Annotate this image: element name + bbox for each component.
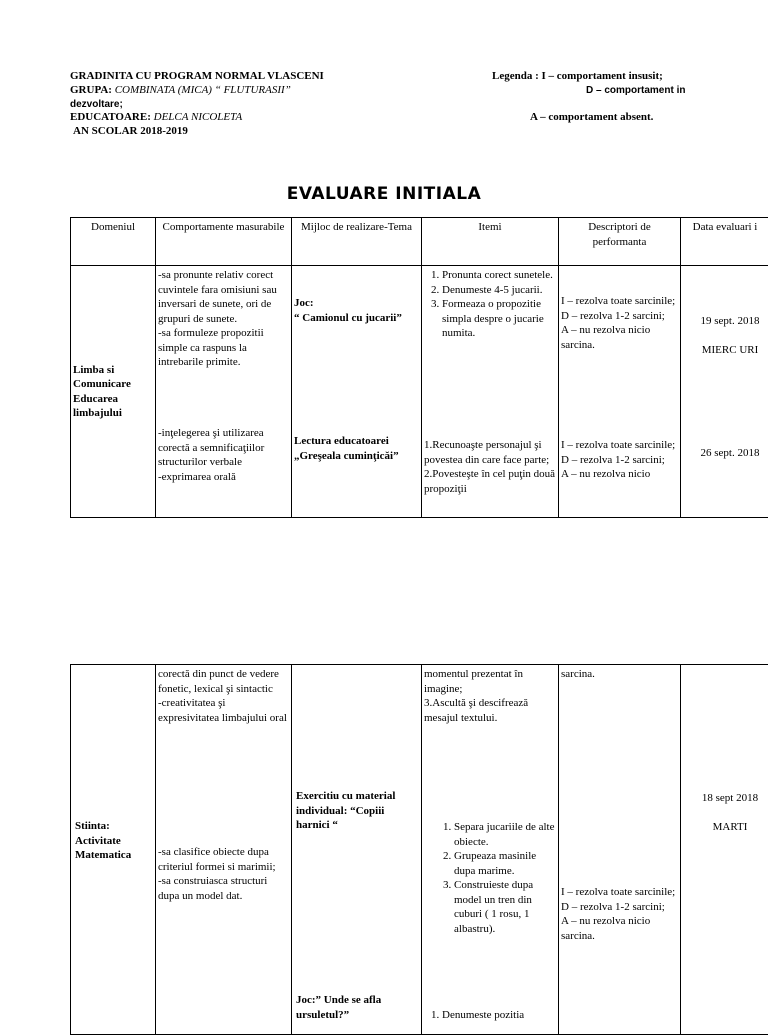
table-row xyxy=(71,266,768,518)
day-text-math: MARTI xyxy=(697,820,763,835)
means-label: Joc: xyxy=(294,296,419,311)
header-date: Data evaluari i xyxy=(681,218,768,266)
means-text-math: Exercitiu cu material individual: “Copiii harnici “ xyxy=(292,665,421,993)
legend-title: Legenda : I – comportament insusit; xyxy=(492,70,663,83)
list-item: 1. Separa jucariile de alte obiecte. xyxy=(454,820,556,849)
items-text-2: 1.Recunoaşte personajul şi povestea din care face parte; 2.Povesteşte în cel puţin două propoziţii xyxy=(422,420,558,496)
date-text: 19 sept. 2018 xyxy=(697,314,763,329)
items-cell-2 xyxy=(422,665,559,1035)
legend-a: A – comportament absent. xyxy=(530,111,653,124)
date-block-2 xyxy=(681,665,768,834)
items-cell xyxy=(422,266,559,518)
domain-cell: Limba si Comunicare Educarea limbajului xyxy=(71,266,156,518)
behaviors-cell xyxy=(156,266,292,518)
evaluation-table xyxy=(70,217,768,518)
group-line xyxy=(70,84,291,97)
evaluation-table-continued xyxy=(70,664,768,1035)
items-text-cont: momentul prezentat în imagine; 3.Ascultă şi descifrează mesajul textului. xyxy=(422,665,558,820)
header-domain: Domeniul xyxy=(71,218,156,266)
header-items: Itemi xyxy=(422,218,559,266)
group-value: COMBINATA (MICA) “ FLUTURASII” xyxy=(115,84,291,96)
items-list xyxy=(424,268,556,341)
table-row xyxy=(71,665,768,1035)
means-text-2: Lectura educatoarei „Greşeala cuminţicăi” xyxy=(292,420,421,463)
descriptors-text-cont: sarcina. xyxy=(559,665,680,883)
date-cell xyxy=(681,266,768,518)
list-item: 2. Grupeaza masinile dupa marime. xyxy=(454,849,556,878)
descriptors-text-2: I – rezolva toate sarcinile; D – rezolva 1-2 sarcini; A – nu rezolva nicio xyxy=(559,420,680,482)
header-descriptors: Descriptori de performanta xyxy=(559,218,681,266)
behaviors-text: -sa pronunte relativ corect cuvintele fara omisiuni sau inversari de sunete, ori de grupuri de sunete. -sa formuleze propozitii simple ca raspuns la intrebarile primite. xyxy=(156,266,291,424)
educator-line xyxy=(70,111,242,124)
date-cell-2 xyxy=(681,665,768,1035)
descriptors-text-math: I – rezolva toate sarcinile; D – rezolva 1-2 sarcini; A – nu rezolva nicio sarcina. xyxy=(559,883,680,945)
list-item: 3. Formeaza o propozitie simpla despre o jucarie numita. xyxy=(442,297,556,341)
descriptors-text: I – rezolva toate sarcinile; D – rezolva 1-2 sarcini; A – nu rezolva nicio sarcina. xyxy=(559,266,680,420)
means-title: “ Camionul cu jucarii” xyxy=(294,311,419,326)
means-cell-2 xyxy=(292,665,422,1035)
institution-name: GRADINITA CU PROGRAM NORMAL VLASCENI xyxy=(70,70,324,83)
descriptors-cell-2 xyxy=(559,665,681,1035)
items-list-last xyxy=(424,1008,556,1023)
items-list-math xyxy=(436,820,556,936)
legend-d: D – comportament in xyxy=(586,84,685,97)
means-cell xyxy=(292,266,422,518)
means-text-last: Joc:” Unde se afla ursuletul?” xyxy=(292,993,421,1022)
list-item: 1. Denumeste pozitia xyxy=(442,1008,556,1023)
behaviors-text-cont: corectă din punct de vedere fonetic, lexical şi sintactic -creativitatea şi expresivitatea limbajului oral xyxy=(156,665,291,843)
date-block xyxy=(681,266,768,420)
table-header-row xyxy=(71,218,768,266)
domain-text-2: Stiinta: Activitate Matematica xyxy=(71,665,155,863)
header-means: Mijloc de realizare-Tema xyxy=(292,218,422,266)
header-behaviors: Comportamente masurabile xyxy=(156,218,292,266)
behaviors-text-math: -sa clasifice obiecte dupa criteriul formei si marimii; -sa construiasca structuri dupa un model dat. xyxy=(156,843,291,905)
legend-d-cont: dezvoltare; xyxy=(70,98,123,111)
day-text: MIERC URI xyxy=(697,343,763,358)
date-text-math: 18 sept 2018 xyxy=(697,791,763,806)
page-title: EVALUARE INITIALA xyxy=(0,184,768,204)
list-item: 3. Construieste dupa model un tren din cuburi ( 1 rosu, 1 albastru). xyxy=(454,878,556,936)
educator-value: DELCA NICOLETA xyxy=(154,111,243,123)
behaviors-text-2: -inţelegerea şi utilizarea corectă a semnificaţiilor structurilor verbale -exprimarea orală xyxy=(156,424,291,486)
school-year: AN SCOLAR 2018-2019 xyxy=(73,125,188,138)
domain-cell-2 xyxy=(71,665,156,1035)
descriptors-cell xyxy=(559,266,681,518)
list-item: 2. Denumeste 4-5 jucarii. xyxy=(442,283,556,298)
means-block xyxy=(292,266,421,420)
educator-label: EDUCATOARE: xyxy=(70,111,151,123)
date-text-2: 26 sept. 2018 xyxy=(681,420,768,461)
list-item: 1. Pronunta corect sunetele. xyxy=(442,268,556,283)
behaviors-cell-2 xyxy=(156,665,292,1035)
group-label: GRUPA: xyxy=(70,84,112,96)
